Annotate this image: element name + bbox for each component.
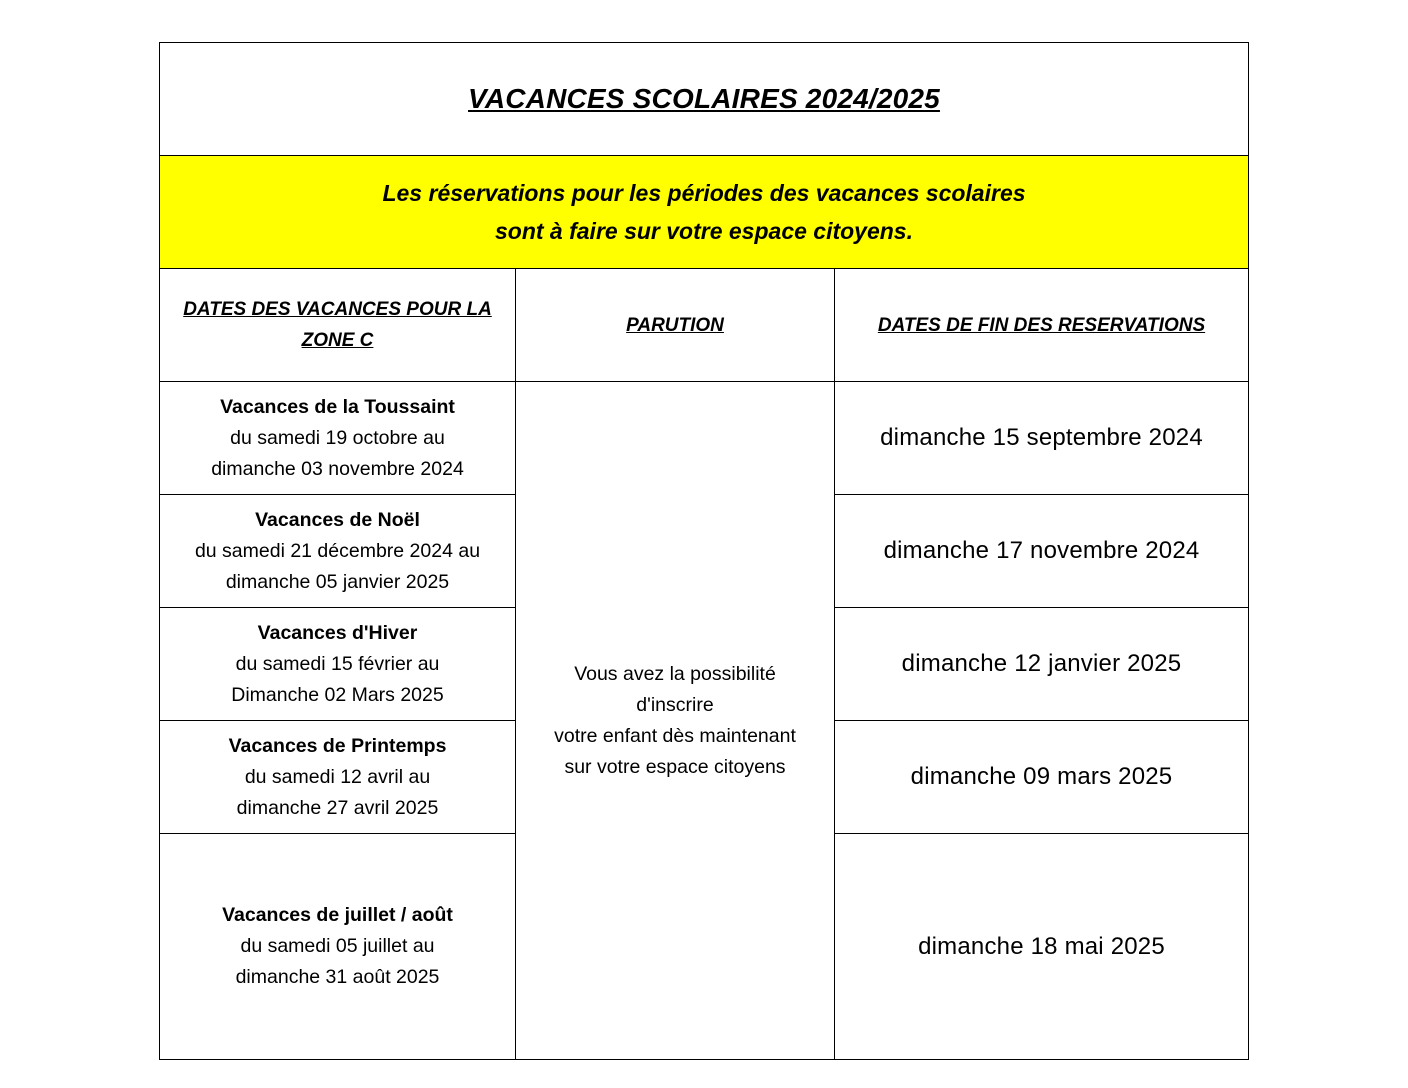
notice-line: sont à faire sur votre espace citoyens. <box>494 218 913 244</box>
school-holidays-table <box>159 42 1249 1060</box>
holiday-dates: Dimanche 02 Mars 2025 <box>231 683 444 706</box>
reservation-deadline: dimanche 18 mai 2025 <box>918 932 1165 960</box>
holiday-name: Vacances d'Hiver <box>257 621 418 644</box>
holiday-dates: dimanche 05 janvier 2025 <box>225 570 450 593</box>
parution-text <box>522 659 828 783</box>
holiday-period-cell <box>160 495 516 608</box>
header-label: DATES DE FIN DES RESERVATIONS <box>877 314 1206 336</box>
parution-cell <box>516 382 835 1060</box>
holiday-name: Vacances de juillet / août <box>222 904 453 926</box>
holiday-dates: du samedi 12 avril au <box>244 765 431 788</box>
parution-line: sur votre espace citoyens <box>564 755 786 778</box>
document-sheet <box>159 42 1248 1062</box>
holiday-dates: du samedi 15 février au <box>235 652 440 675</box>
title-cell <box>160 43 1249 156</box>
holiday-name: Vacances de Printemps <box>228 734 447 757</box>
title-row <box>160 43 1249 156</box>
holiday-dates: du samedi 19 octobre au <box>230 426 445 449</box>
holiday-name: Vacances de la Toussaint <box>220 395 455 418</box>
holiday-period-cell <box>160 382 516 495</box>
header-label: PARUTION <box>626 314 724 336</box>
notice-text <box>166 174 1242 250</box>
notice-banner <box>160 156 1249 269</box>
reservation-deadline: dimanche 15 septembre 2024 <box>880 424 1203 451</box>
deadline-cell <box>835 495 1249 608</box>
header-row <box>160 269 1249 382</box>
deadline-cell <box>835 721 1249 834</box>
holiday-dates: du samedi 05 juillet au <box>240 935 435 957</box>
notice-line: Les réservations pour les périodes des vacances scolaires <box>382 180 1026 206</box>
reservation-deadline: dimanche 17 novembre 2024 <box>883 537 1200 564</box>
header-reservation-deadline <box>835 269 1249 382</box>
parution-line: Vous avez la possibilité <box>574 662 776 685</box>
reservation-deadline: dimanche 09 mars 2025 <box>910 763 1173 790</box>
holiday-period-cell <box>160 608 516 721</box>
holiday-dates: dimanche 31 août 2025 <box>235 966 440 988</box>
holiday-period-cell <box>160 721 516 834</box>
holiday-name: Vacances de Noël <box>255 508 420 531</box>
parution-line: d'inscrire <box>636 693 714 716</box>
header-parution <box>516 269 835 382</box>
holiday-period-cell <box>160 834 516 1060</box>
reservation-deadline: dimanche 12 janvier 2025 <box>901 650 1182 677</box>
deadline-cell <box>835 382 1249 495</box>
table-row <box>160 382 1249 495</box>
holiday-dates: dimanche 27 avril 2025 <box>236 796 439 819</box>
header-label: ZONE C <box>301 330 374 351</box>
notice-row <box>160 156 1249 269</box>
header-dates-zone-c <box>160 269 516 382</box>
deadline-cell <box>835 608 1249 721</box>
document-title: VACANCES SCOLAIRES 2024/2025 <box>468 83 940 114</box>
holiday-dates: dimanche 03 novembre 2024 <box>211 457 464 480</box>
holiday-dates: du samedi 21 décembre 2024 au <box>194 539 481 562</box>
parution-line: votre enfant dès maintenant <box>554 724 796 747</box>
deadline-cell <box>835 834 1249 1060</box>
header-label: DATES DES VACANCES POUR LA <box>183 299 492 320</box>
